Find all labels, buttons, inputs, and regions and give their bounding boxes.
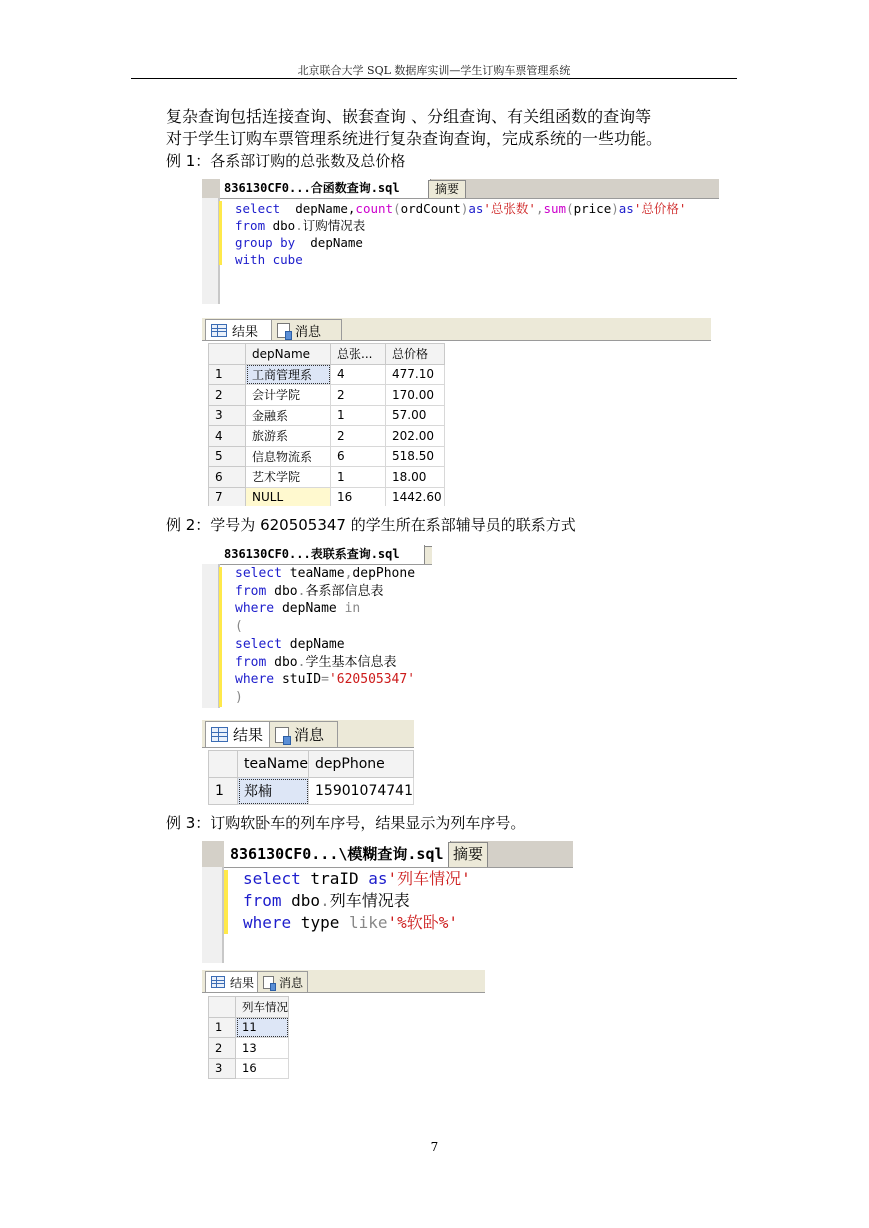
grid-icon <box>211 727 228 742</box>
results-tabbar <box>202 970 485 993</box>
code-line <box>235 217 686 234</box>
table-row[interactable] <box>209 1038 289 1059</box>
code-token: like <box>348 913 388 932</box>
row-number[interactable]: 2 <box>209 1038 236 1059</box>
code-token: 各系部信息表 <box>305 583 384 599</box>
code-token: '总张数' <box>483 201 536 216</box>
row-number[interactable]: 4 <box>209 426 246 447</box>
tab-results[interactable] <box>205 971 260 992</box>
code-token: where <box>235 601 275 617</box>
code-token: count <box>355 201 394 216</box>
row-number[interactable]: 1 <box>209 364 246 385</box>
page-number: 7 <box>430 1140 439 1154</box>
code-token: ) <box>460 201 469 216</box>
code-token: from <box>235 654 267 670</box>
code-token: 学生基本信息表 <box>305 654 397 670</box>
code-line <box>235 565 415 583</box>
messages-icon <box>277 323 290 338</box>
code-token: '620505347' <box>328 672 416 688</box>
table-cell[interactable]: 16 <box>236 1058 289 1079</box>
code-token: . <box>295 218 303 233</box>
code-token: with cube <box>235 252 303 267</box>
row-number[interactable]: 1 <box>209 778 238 805</box>
editor-tabbar <box>202 545 432 565</box>
code-token: dbo <box>266 583 298 599</box>
table-row[interactable] <box>209 467 445 488</box>
sql-code[interactable] <box>243 868 471 934</box>
intro-line-1: 复杂查询包括连接查询、嵌套查询 、分组查询、有关组函数的查询等 <box>166 107 652 126</box>
code-token: group by <box>235 235 296 250</box>
code-line <box>235 636 415 654</box>
code-token: = <box>321 672 329 688</box>
code-token: teaName <box>281 566 345 581</box>
table-row[interactable] <box>209 487 445 506</box>
code-token: 列车情况表 <box>329 891 410 910</box>
row-number[interactable]: 6 <box>209 467 246 488</box>
results-tabbar <box>202 720 414 748</box>
results-grid[interactable] <box>208 996 289 1079</box>
editor-gutter <box>202 198 220 304</box>
editor-tab-active[interactable]: 836130CF0...合函数查询.sql <box>220 179 431 198</box>
editor-tab-summary[interactable]: 摘要 <box>448 842 488 867</box>
code-token: ( <box>393 201 401 216</box>
results-tabbar <box>202 318 711 341</box>
code-token: . <box>297 654 306 670</box>
messages-icon <box>263 976 274 989</box>
code-token: sum <box>543 201 567 216</box>
table-cell[interactable]: 15901074741 <box>309 778 414 805</box>
tab-messages-label: 消息 <box>295 324 322 340</box>
code-token: depPhone <box>352 566 416 581</box>
example-3-caption: 例 3：订购软卧车的列车序号，结果显示为列车序号。 <box>166 814 526 832</box>
editor-tab-active[interactable]: 836130CF0...表联系查询.sql <box>220 545 425 564</box>
column-header[interactable]: 总张... <box>331 344 386 365</box>
example-2-caption: 例 2：学号为 620505347 的学生所在系部辅导员的联系方式 <box>166 516 576 534</box>
editor-tab-summary[interactable]: 摘要 <box>428 180 466 198</box>
code-token: '列车情况' <box>387 869 471 888</box>
code-token: dbo <box>266 654 298 670</box>
code-token: as <box>368 869 388 888</box>
code-token: as <box>618 201 634 216</box>
row-number[interactable]: 2 <box>209 385 246 406</box>
table-row[interactable] <box>209 1058 289 1079</box>
column-header[interactable]: 总价格 <box>386 344 445 365</box>
code-token: ordCount <box>400 201 461 216</box>
code-token: '%软卧%' <box>387 913 459 932</box>
code-token: where <box>235 672 275 688</box>
table-row[interactable] <box>209 405 445 426</box>
code-token: , <box>344 566 353 581</box>
table-cell[interactable]: 6 <box>331 446 386 467</box>
grid-icon <box>211 324 227 337</box>
tab-results-label: 结果 <box>232 324 259 340</box>
table-cell[interactable]: 477.10 <box>386 364 445 385</box>
code-token: from <box>235 218 266 233</box>
row-number[interactable]: 1 <box>209 1017 236 1038</box>
table-cell[interactable]: NULL <box>246 487 331 506</box>
editor-tab-more[interactable] <box>424 546 432 564</box>
tab-messages[interactable] <box>271 319 342 340</box>
column-header[interactable] <box>209 344 246 365</box>
table-cell[interactable]: 2 <box>331 385 386 406</box>
table-cell[interactable]: 18.00 <box>386 467 445 488</box>
header-rule <box>131 78 737 79</box>
code-line <box>243 890 471 912</box>
code-token: in <box>344 601 361 617</box>
code-token: dbo <box>265 218 296 233</box>
changed-lines-marker <box>219 567 222 707</box>
table-cell[interactable]: 郑楠 <box>238 778 309 805</box>
code-line <box>235 671 415 689</box>
table-cell[interactable]: 艺术学院 <box>246 467 331 488</box>
tab-messages[interactable] <box>257 971 308 992</box>
tab-messages-label: 消息 <box>279 975 304 990</box>
code-token: type <box>291 913 349 932</box>
table-cell[interactable]: 1 <box>331 405 386 426</box>
results-pane-2 <box>202 720 414 806</box>
code-token: select <box>235 201 281 216</box>
code-line <box>235 234 686 251</box>
code-token: '总价格' <box>633 201 687 216</box>
table-cell[interactable]: 4 <box>331 364 386 385</box>
column-header[interactable]: 列车情况 <box>236 997 289 1018</box>
sql-code[interactable] <box>235 200 686 268</box>
code-token: from <box>243 891 282 910</box>
column-header[interactable]: teaName <box>238 751 309 778</box>
column-header[interactable] <box>209 751 238 778</box>
results-grid[interactable] <box>208 750 414 805</box>
code-token: select <box>235 636 282 652</box>
code-token: ) <box>235 689 243 705</box>
query-editor-3[interactable] <box>202 841 573 963</box>
example-1-caption: 例 1：各系部订购的总张数及总价格 <box>166 152 406 170</box>
code-token: ( <box>566 201 574 216</box>
code-line <box>243 868 471 890</box>
tab-messages-label: 消息 <box>294 726 325 744</box>
results-grid[interactable] <box>208 343 445 506</box>
table-row[interactable] <box>209 446 445 467</box>
grid-icon <box>211 976 225 988</box>
row-number[interactable]: 3 <box>209 405 246 426</box>
code-token: depName, <box>280 201 356 216</box>
code-token: ) <box>611 201 619 216</box>
table-cell[interactable]: 11 <box>236 1017 289 1038</box>
editor-gutter <box>202 867 224 963</box>
header-row <box>209 751 414 778</box>
table-row[interactable] <box>209 385 445 406</box>
table-cell[interactable]: 202.00 <box>386 426 445 447</box>
code-token: dbo <box>281 891 321 910</box>
table-cell[interactable]: 信息物流系 <box>246 446 331 467</box>
code-line <box>235 654 415 672</box>
table-row[interactable] <box>209 426 445 447</box>
table-cell[interactable]: 57.00 <box>386 405 445 426</box>
header-row <box>209 344 445 365</box>
table-cell[interactable]: 会计学院 <box>246 385 331 406</box>
table-cell[interactable]: 1 <box>331 467 386 488</box>
code-token: select <box>243 869 301 888</box>
table-cell[interactable]: 16 <box>331 487 386 506</box>
table-row[interactable] <box>209 778 414 805</box>
code-token: stuID <box>274 672 322 688</box>
code-token: where <box>243 913 292 932</box>
changed-lines-marker <box>224 870 228 934</box>
page-header: 北京联合大学 SQL 数据库实训—学生订购车票管理系统 <box>297 64 571 77</box>
code-token: 订购情况表 <box>302 218 366 233</box>
editor-tabbar <box>202 841 573 868</box>
table-cell[interactable]: 工商管理系 <box>246 364 331 385</box>
code-line <box>235 689 415 707</box>
tab-results[interactable] <box>205 319 274 340</box>
column-header[interactable] <box>209 997 236 1018</box>
tab-results-label: 结果 <box>233 726 264 744</box>
intro-line-2: 对于学生订购车票管理系统进行复杂查询查询，完成系统的一些功能。 <box>166 129 663 148</box>
code-token: select <box>235 566 282 581</box>
tab-results-label: 结果 <box>230 975 255 990</box>
code-token: . <box>320 891 330 910</box>
changed-lines-marker <box>219 201 222 265</box>
code-token: depName <box>295 235 363 250</box>
code-line <box>235 618 415 636</box>
sql-code[interactable] <box>235 565 415 707</box>
table-row[interactable] <box>209 364 445 385</box>
column-header[interactable]: depPhone <box>309 751 414 778</box>
table-cell[interactable]: 13 <box>236 1038 289 1059</box>
editor-tabbar <box>202 179 719 199</box>
tab-messages[interactable] <box>269 721 338 747</box>
code-line <box>235 251 686 268</box>
code-token: as <box>468 201 484 216</box>
header-row <box>209 997 289 1018</box>
table-cell[interactable]: 2 <box>331 426 386 447</box>
code-token: depName <box>281 636 345 652</box>
code-token: price <box>573 201 612 216</box>
tab-results[interactable] <box>205 721 272 747</box>
code-token: traID <box>300 869 369 888</box>
code-token: depName <box>274 601 345 617</box>
messages-icon <box>275 727 289 743</box>
results-pane-1 <box>202 318 711 506</box>
table-cell[interactable]: 518.50 <box>386 446 445 467</box>
code-token: ( <box>235 619 243 635</box>
query-editor-2[interactable] <box>202 545 432 708</box>
code-token: , <box>535 201 544 216</box>
editor-tab-active[interactable]: 836130CF0...\模糊查询.sql <box>224 841 451 867</box>
row-number[interactable]: 3 <box>209 1058 236 1079</box>
code-line <box>235 583 415 601</box>
row-number[interactable]: 5 <box>209 446 246 467</box>
table-cell[interactable]: 1442.60 <box>386 487 445 506</box>
code-token: . <box>297 583 306 599</box>
table-cell[interactable]: 170.00 <box>386 385 445 406</box>
code-line <box>235 600 415 618</box>
table-row[interactable] <box>209 1017 289 1038</box>
code-line <box>243 912 471 934</box>
table-cell[interactable]: 旅游系 <box>246 426 331 447</box>
editor-gutter <box>202 564 220 708</box>
table-cell[interactable]: 金融系 <box>246 405 331 426</box>
results-pane-3 <box>202 970 485 1082</box>
code-token: from <box>235 583 267 599</box>
query-editor-1[interactable] <box>202 179 719 304</box>
column-header[interactable]: depName <box>246 344 331 365</box>
code-line <box>235 200 686 217</box>
row-number[interactable]: 7 <box>209 487 246 506</box>
